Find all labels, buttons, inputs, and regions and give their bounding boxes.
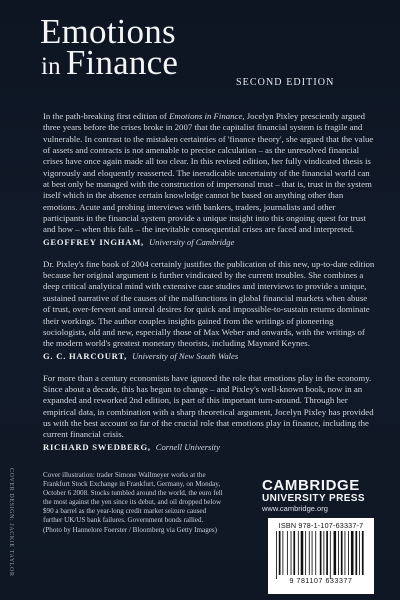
blurb-3-affiliation: Cornell University [155,441,220,452]
blurb-3-author: RICHARD SWEDBERG, [43,441,151,452]
barcode-bar [341,531,343,575]
barcode-bar [323,531,324,575]
title-in: in [41,53,61,80]
book-title [40,12,380,82]
blurb-2-attribution [43,351,376,362]
barcode-bar [282,531,283,575]
barcode-bar [359,531,360,575]
barcode-bar [345,531,346,575]
edition-label: SECOND EDITION [236,77,335,88]
barcode-bar [330,531,331,579]
barcode-bar [320,531,322,575]
barcode-bar [276,531,277,579]
publisher-name: CAMBRIDGE [262,477,360,494]
blurb-1-attribution [43,237,376,248]
title-line1: Emotions [40,12,176,51]
barcode-digits: 9 781107 633377 [289,578,353,585]
blurb-1-affiliation: University of Cambridge [148,236,235,247]
publisher-press: UNIVERSITY PRESS [262,493,365,504]
barcode-bar [301,531,304,575]
blurb-2-affiliation: University of New South Wales [132,350,239,361]
barcode-bar [362,531,364,575]
blurb-2-author: G. C. HARCOURT, [43,350,128,361]
barcode-bar [309,531,310,575]
blurbs [43,111,376,464]
barcode-bar [315,531,316,575]
barcode-bar [293,531,295,575]
barcode-bar [351,531,354,575]
publisher-url: www.cambridge.org [262,504,328,513]
blurb-2 [43,259,376,362]
barcode-bar [305,531,306,575]
barcode-box [268,518,374,594]
cover-design-credit: COVER DESIGN: JACKIE TAYLOR [8,468,14,577]
barcode-bar [334,531,337,575]
barcode-bar [312,531,313,575]
blurb-1-text: In the path-breaking first edition of Emotions in Finance, Jocelyn Pixley presciently argued three years before the crises broke in 2007 that the capitalist financial system is fragile and vulnerable. In contrast to the mistaken certainties of 'finance theory', she argued that the value of assets and contracts is not amenable to precise calculation – as the unresolved financial crises have once again made all too clear. In this revised edition, her fully vindicated thesis is vigorously and eloquently reasserted. The ineradicable uncertainty of the financial world can at best only be managed with the construction of impersonal trust – that is, trust in the system itself which in the absence certain knowledge cannot be based on anything other than emotions. Acute and probing interviews with bankers, traders, journalists and other participants in the financial system provide a unique insight into this ongoing quest for trust and how – when this fails – the inevitable consequential crises are faced and interpreted. [43,111,374,235]
blurb-3-attribution [43,442,376,453]
blurb-3 [43,373,376,453]
publisher-logo [262,478,380,513]
barcode-bar [287,531,288,575]
barcode-bar [355,531,357,575]
blurb-1 [43,111,376,248]
barcode-bar [279,531,281,575]
caption-text: Cover illustration: trader Simone Wallmeyer works at the Frankfurt Stock Exchange in Frankfurt, Germany, on Monday, October 6 2008. Stocks tumbled around the world, the euro fell the most against the yen since its debut, and oil dropped below $90 a barrel as the year-long credit market seizure caused further UK/US bank failures. Government bonds rallied. (Photo by Hannelore Foerster / Bloomberg via Getty Images) [43,471,223,534]
title-finance: Finance [65,43,179,82]
title-block [40,12,380,82]
cover-illustration-caption [43,471,223,535]
barcode-bar [326,531,328,575]
barcode-icon [275,531,367,579]
blurb-3-text: For more than a century economists have ignored the role that emotions play in the economy. Since about a decade, this has begun to change – and Pixley's well-known book, now in an expanded and reworked 2nd edition, is part of this important turn-around. Through her empirical data, in combination with a sharp theoretical argument, Jocelyn Pixley has provided us with the best account so far of the crucial role that emotions play in finance, including the current financial crisis. [43,372,374,440]
blurb-2-text: Dr. Pixley's fine book of 2004 certainly justifies the publication of this new, up-to-date edition because her original argument is further vindicated by the current troubles. She combines a deep critical analytical mind with extensive case studies and interviews to provide a unique, sustained narrative of the causes of the malfunctions in global financial markets when abuse of trust, over-fervent and unreal desires for quick and impossible-to-sustain returns dominate their workings. The author couples insights gained from the writings of pioneering sociologists, old and new, especially those of Max Weber and onwards, with the writings of the modern world's greatest monetary theorists, including Maynard Keynes. [43,258,375,349]
isbn-text: ISBN 978-1-107-63337-7 [278,521,364,530]
barcode-bar [298,531,299,575]
blurb-1-author: GEOFFREY INGHAM, [43,236,144,247]
barcode-bar [338,531,339,575]
barcode-bar [348,531,349,575]
barcode-bar [291,531,292,575]
